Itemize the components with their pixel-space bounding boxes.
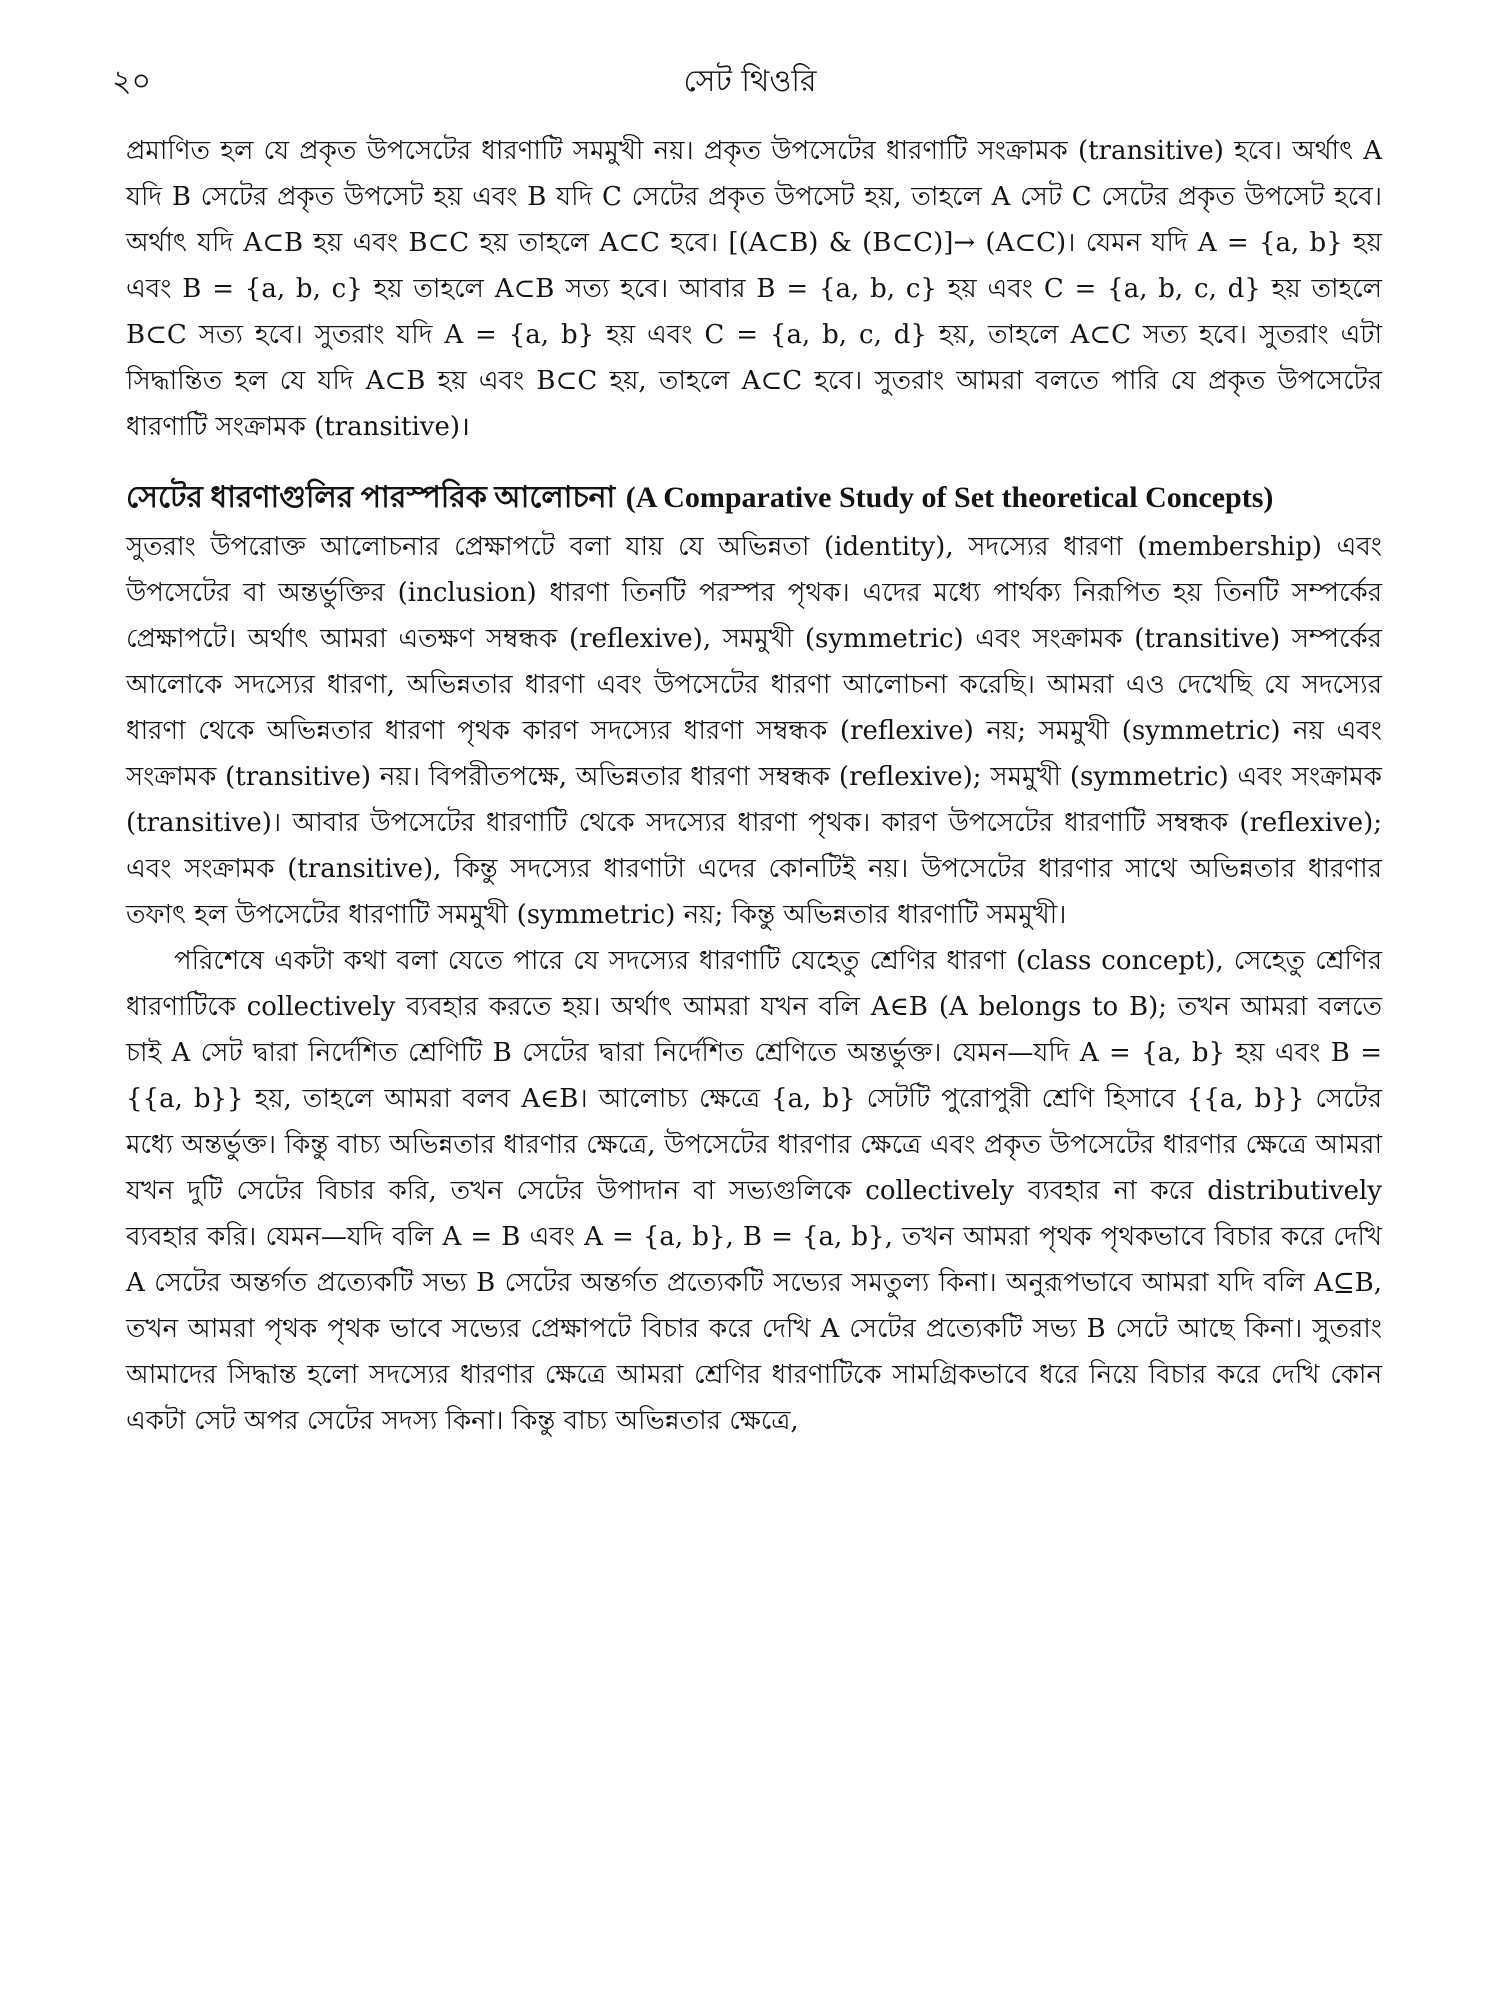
section-heading: [126, 472, 1382, 524]
running-title: সেট থিওরি: [683, 64, 817, 99]
section-heading-bengali: সেটের ধারণাগুলির পারস্পরিক আলোচনা: [126, 481, 616, 514]
page-body: [126, 128, 1382, 1444]
paragraph-transitive-subset: প্রমাণিত হল যে প্রকৃত উপসেটের ধারণাটি সমমুখী নয়। প্রকৃত উপসেটের ধারণাটি সংক্রামক (transitive) হবে। অর্থাৎ A যদি B সেটের প্রকৃত উপসেট হয় এবং B যদি C সেটের প্রকৃত উপসেট হয়, তাহলে A সেট C সেটের প্রকৃত উপসেট হবে। অর্থাৎ যদি A⊂B হয় এবং B⊂C হয় তাহলে A⊂C হবে। [(A⊂B) & (B⊂C)]→ (A⊂C)। যেমন যদি A = {a, b} হয় এবং B = {a, b, c} হয় তাহলে A⊂B সত্য হবে। আবার B = {a, b, c} হয় এবং C = {a, b, c, d} হয় তাহলে B⊂C সত্য হবে। সুতরাং যদি A = {a, b} হয় এবং C = {a, b, c, d} হয়, তাহলে A⊂C সত্য হবে। সুতরাং এটা সিদ্ধান্তিত হল যে যদি A⊂B হয় এবং B⊂C হয়, তাহলে A⊂C হবে। সুতরাং আমরা বলতে পারি যে প্রকৃত উপসেটের ধারণাটি সংক্রামক (transitive)।: [126, 136, 1382, 442]
page-number: ২০: [112, 64, 152, 99]
section-heading-english: (A Comparative Study of Set theoretical Concepts): [625, 481, 1274, 514]
paragraph-conclusion: পরিশেষে একটা কথা বলা যেতে পারে যে সদস্যের ধারণাটি যেহেতু শ্রেণির ধারণা (class concept), সেহেতু শ্রেণির ধারণাটিকে collectively ব্যবহার করতে হয়। অর্থাৎ আমরা যখন বলি A∈B (A belongs to B); তখন আমরা বলতে চাই A সেট দ্বারা নির্দেশিত শ্রেণিটি B সেটের দ্বারা নির্দেশিত শ্রেণিতে অন্তর্ভুক্ত। যেমন—যদি A = {a, b} হয় এবং B = {{a, b}} হয়, তাহলে আমরা বলব A∈B। আলোচ্য ক্ষেত্রে {a, b} সেটটি পুরোপুরী শ্রেণি হিসাবে {{a, b}} সেটের মধ্যে অন্তর্ভুক্ত। কিন্তু বাচ্য অভিন্নতার ধারণার ক্ষেত্রে, উপসেটের ধারণার ক্ষেত্রে এবং প্রকৃত উপসেটের ধারণার ক্ষেত্রে আমরা যখন দুটি সেটের বিচার করি, তখন সেটের উপাদান বা সভ্যগুলিকে collectively ব্যবহার না করে distributively ব্যবহার করি। যেমন—যদি বলি A = B এবং A = {a, b}, B = {a, b}, তখন আমরা পৃথক পৃথকভাবে বিচার করে দেখি A সেটের অন্তর্গত প্রত্যেকটি সভ্য B সেটের অন্তর্গত প্রত্যেকটি সভ্যের সমতুল্য কিনা। অনুরূপভাবে আমরা যদি বলি A⊆B, তখন আমরা পৃথক পৃথক ভাবে সভ্যের প্রেক্ষাপটে বিচার করে দেখি A সেটের প্রত্যেকটি সভ্য B সেটে আছে কিনা। সুতরাং আমাদের সিদ্ধান্ত হলো সদস্যের ধারণার ক্ষেত্রে আমরা শ্রেণির ধারণাটিকে সামগ্রিকভাবে ধরে নিয়ে বিচার করে দেখি কোন একটা সেট অপর সেটের সদস্য কিনা। কিন্তু বাচ্য অভিন্নতার ক্ষেত্রে,: [126, 946, 1382, 1436]
paragraph-comparison: সুতরাং উপরোক্ত আলোচনার প্রেক্ষাপটে বলা যায় যে অভিন্নতা (identity), সদস্যের ধারণা (membership) এবং উপসেটের বা অন্তর্ভুক্তির (inclusion) ধারণা তিনটি পরস্পর পৃথক। এদের মধ্যে পার্থক্য নিরূপিত হয় তিনটি সম্পর্কের প্রেক্ষাপটে। অর্থাৎ আমরা এতক্ষণ সম্বন্ধক (reflexive), সমমুখী (symmetric) এবং সংক্রামক (transitive) সম্পর্কের আলোকে সদস্যের ধারণা, অভিন্নতার ধারণা এবং উপসেটের ধারণা আলোচনা করেছি। আমরা এও দেখেছি যে সদস্যের ধারণা থেকে অভিন্নতার ধারণা পৃথক কারণ সদস্যের ধারণা সম্বন্ধক (reflexive) নয়; সমমুখী (symmetric) নয় এবং সংক্রামক (transitive) নয়। বিপরীতপক্ষে, অভিন্নতার ধারণা সম্বন্ধক (reflexive); সমমুখী (symmetric) এবং সংক্রামক (transitive)। আবার উপসেটের ধারণাটি থেকে সদস্যের ধারণা পৃথক। কারণ উপসেটের ধারণাটি সম্বন্ধক (reflexive); এবং সংক্রামক (transitive), কিন্তু সদস্যের ধারণাটা এদের কোনটিই নয়। উপসেটের ধারণার সাথে অভিন্নতার ধারণার তফাৎ হল উপসেটের ধারণাটি সমমুখী (symmetric) নয়; কিন্তু অভিন্নতার ধারণাটি সমমুখী।: [126, 532, 1382, 930]
